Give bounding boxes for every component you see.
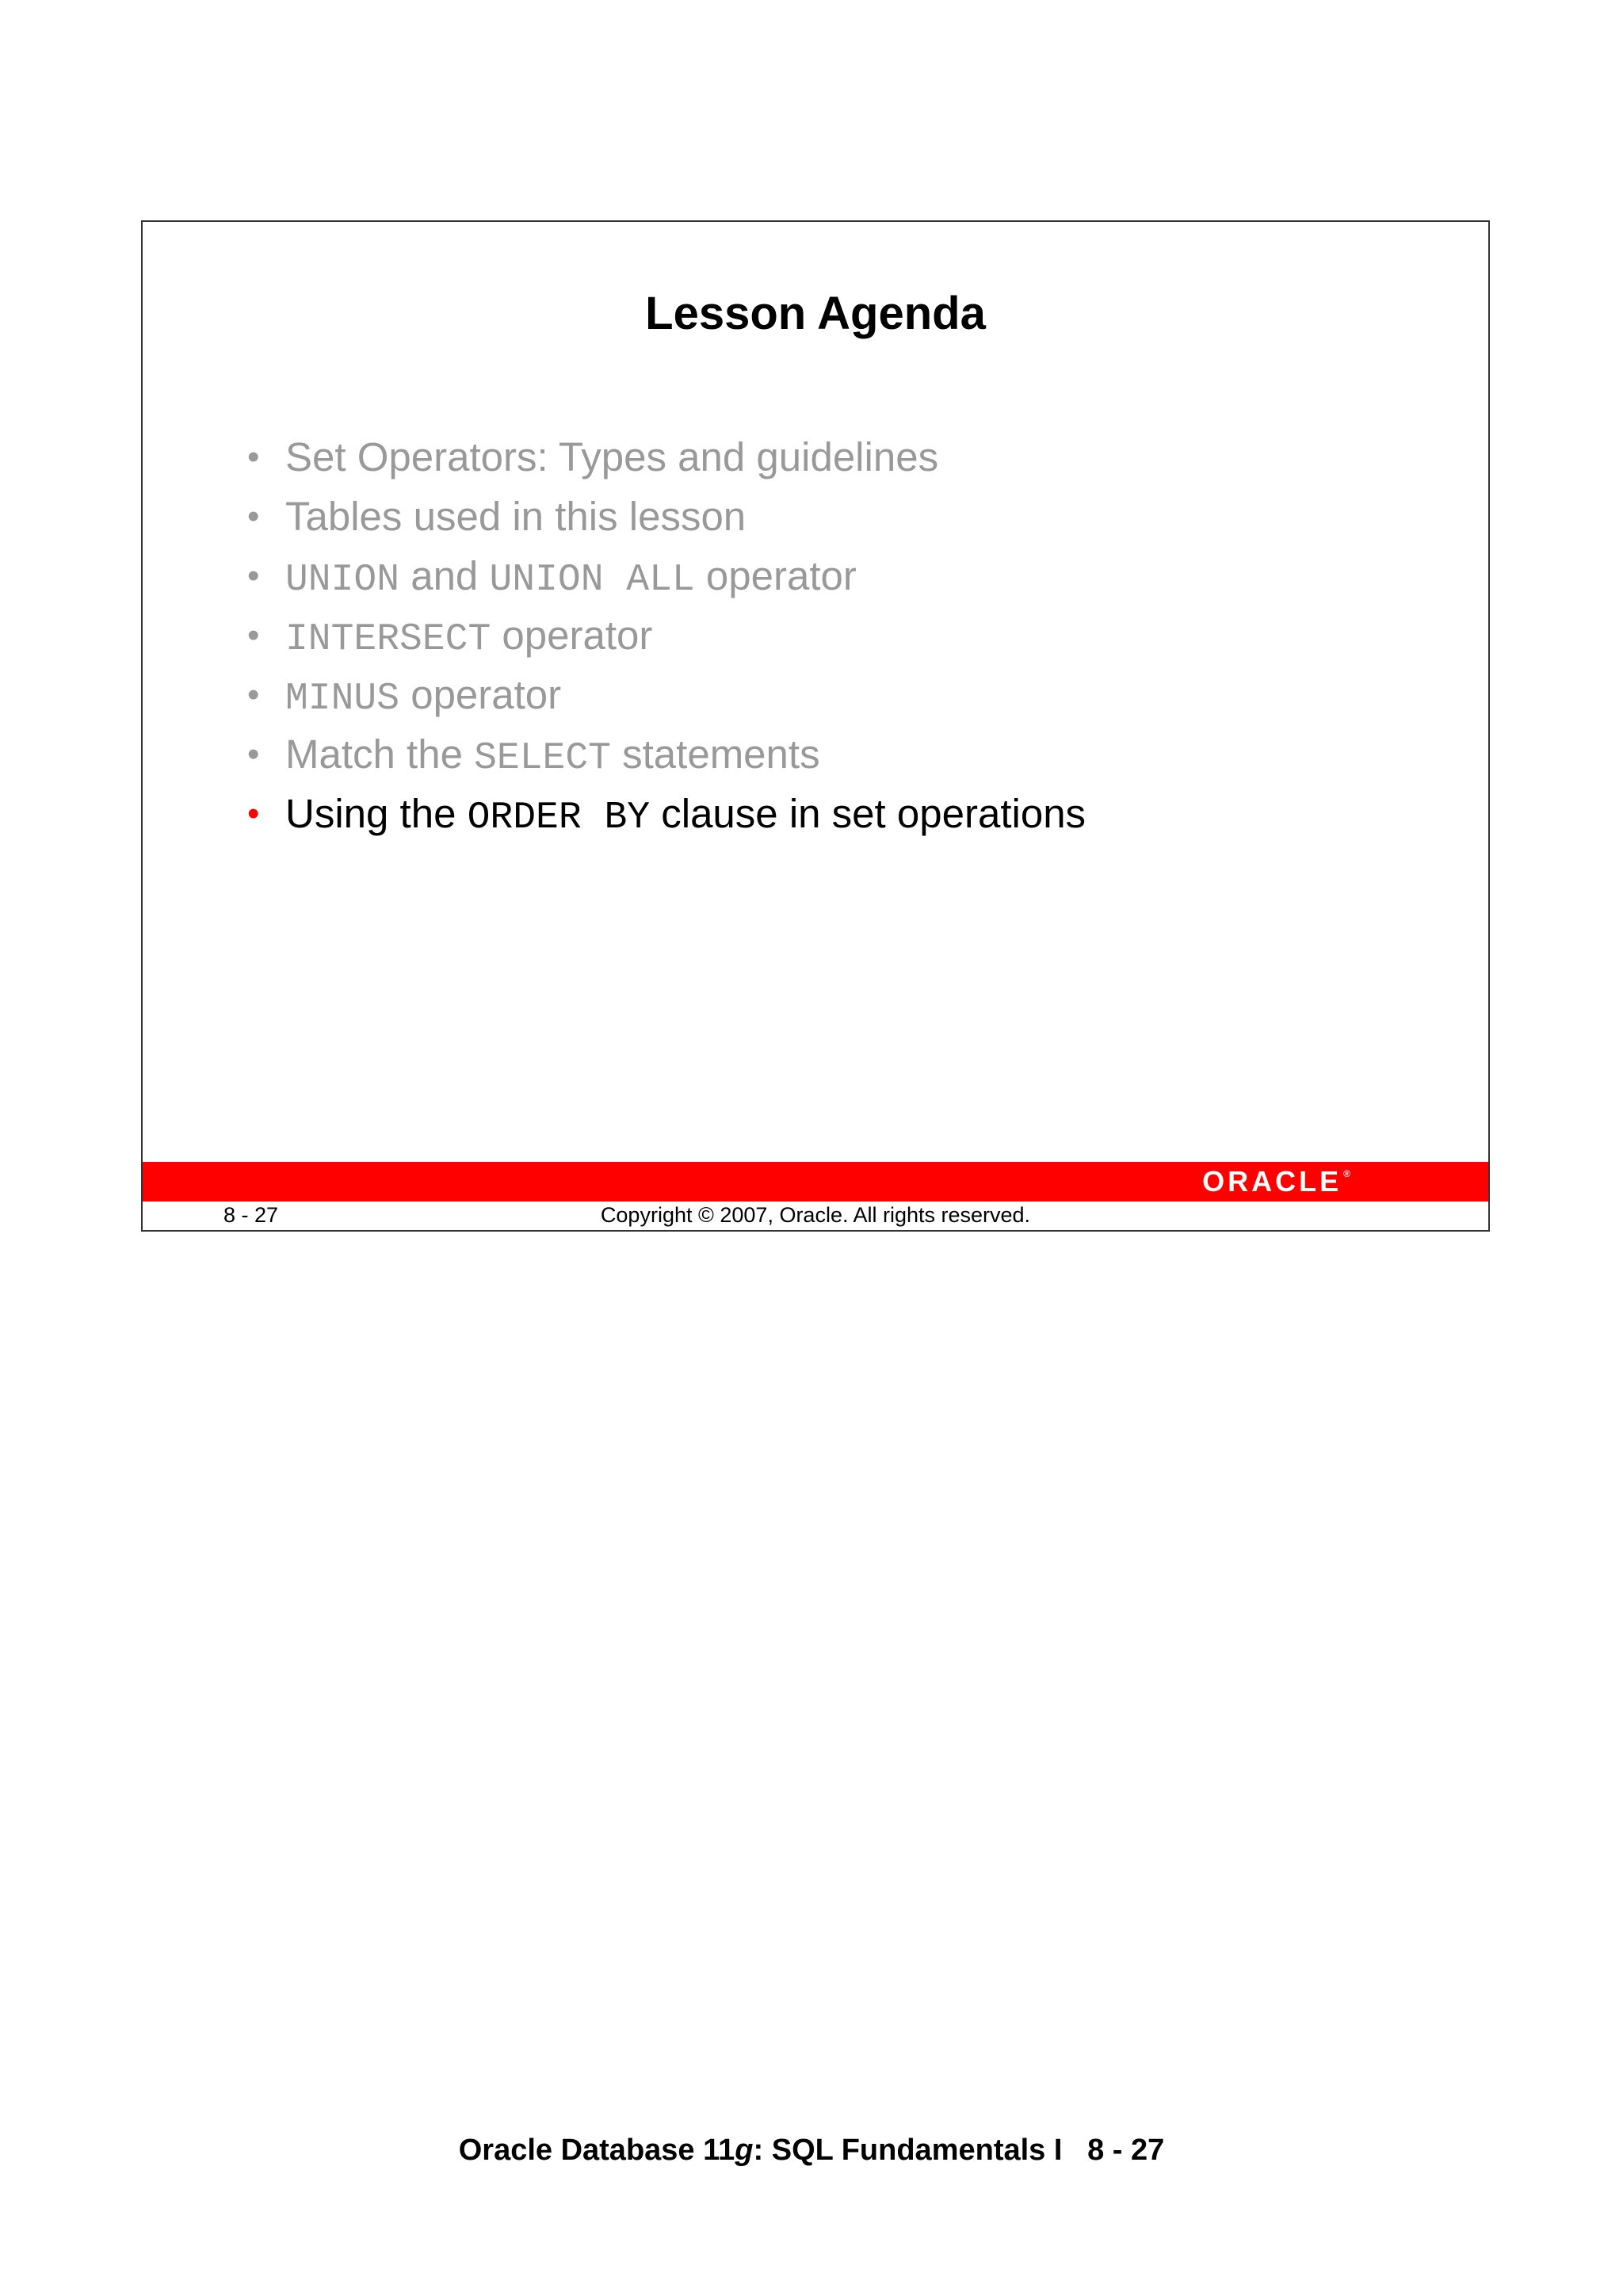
slide-number: 8 - 27	[223, 1203, 279, 1227]
bullet-icon: •	[247, 556, 260, 595]
agenda-item-code: SELECT	[474, 737, 611, 780]
bullet-icon: •	[247, 675, 260, 714]
page-footer-suffix: : SQL Fundamentals I 8 - 27	[753, 2134, 1165, 2167]
agenda-item-code: INTERSECT	[285, 618, 491, 661]
agenda-item	[247, 548, 1086, 608]
slide-title: Lesson Agenda	[645, 288, 986, 339]
agenda-item	[247, 727, 1086, 786]
oracle-logo-mark: ®	[1343, 1168, 1350, 1179]
agenda-item-text: Using the	[285, 791, 468, 836]
agenda-item	[247, 786, 1086, 846]
page-footer	[0, 2134, 1623, 2168]
slide-footer	[143, 1201, 1488, 1230]
agenda-item-text: clause in set operations	[650, 791, 1086, 836]
oracle-logo	[1202, 1163, 1350, 1200]
agenda-item-text: operator	[399, 672, 562, 717]
page-footer-prefix: Oracle Database 11	[458, 2134, 735, 2167]
agenda-item-code: UNION ALL	[489, 559, 695, 602]
agenda-item-code: ORDER BY	[467, 797, 651, 839]
bullet-icon: •	[247, 735, 260, 774]
agenda-item	[247, 608, 1086, 667]
agenda-item-text: Tables used in this lesson	[285, 494, 747, 539]
agenda-item-text: Set Operators: Types and guidelines	[285, 434, 939, 479]
agenda-item	[247, 489, 1086, 548]
agenda-item-code: UNION	[285, 559, 400, 602]
agenda-item-code: MINUS	[285, 678, 400, 720]
agenda-item	[247, 667, 1086, 727]
agenda-item-text: operator	[694, 553, 857, 598]
bullet-icon: •	[247, 794, 260, 833]
agenda-item-text: and	[399, 553, 490, 598]
agenda-list	[247, 430, 1086, 846]
agenda-item-text: statements	[610, 732, 820, 777]
copyright-text: Copyright © 2007, Oracle. All rights reserved.	[600, 1203, 1031, 1227]
bullet-icon: •	[247, 437, 260, 476]
agenda-item-text: operator	[491, 613, 653, 658]
brand-bar	[143, 1162, 1488, 1201]
agenda-item-text: Match the	[285, 732, 475, 777]
page-footer-italic: g	[735, 2134, 754, 2167]
oracle-logo-text: ORACLE	[1202, 1165, 1342, 1198]
agenda-item	[247, 430, 1086, 489]
bullet-icon: •	[247, 497, 260, 536]
bullet-icon: •	[247, 616, 260, 655]
slide-frame	[141, 220, 1490, 1232]
